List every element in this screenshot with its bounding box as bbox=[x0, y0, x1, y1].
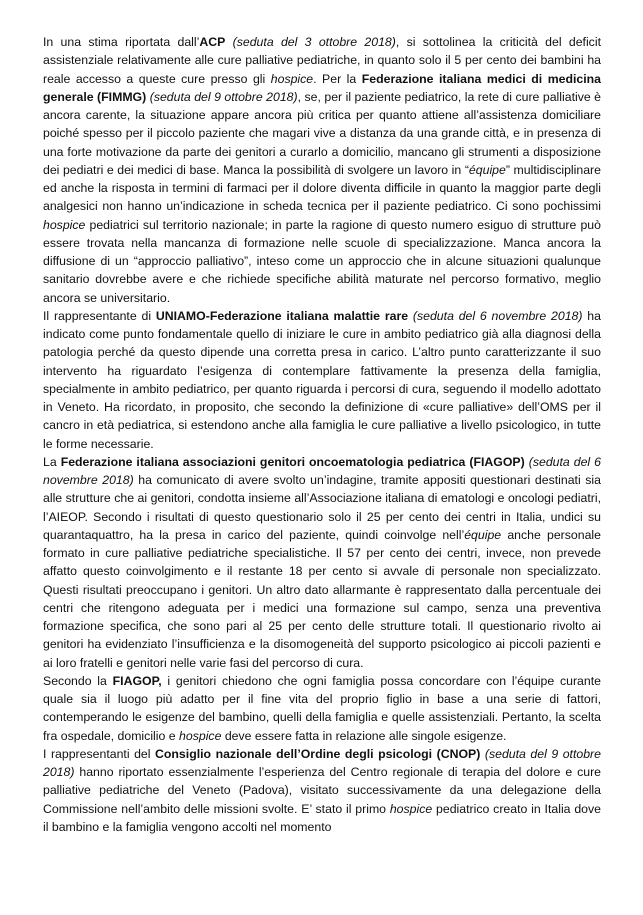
text-run: i genitori chiedono che ogni famiglia possa concordare con l’équipe curante quale sia il luogo più adatto per il fine vita del proprio figlio in base a una serie di fattori, contemperando le esigenze del bambino, quelli della famiglia e quelle assistenziali. Pertanto, la scelta fra ospedale, domicilio e bbox=[43, 673, 601, 743]
text-run: La bbox=[43, 454, 61, 469]
italic-run: (seduta del 3 ottobre 2018) bbox=[232, 35, 396, 49]
paragraph-cnop bbox=[43, 745, 601, 836]
italic-run: (seduta del 6 novembre 2018) bbox=[43, 454, 601, 487]
text-run: pediatrico creato in Italia dove il bambino e la famiglia vengono accolti nel momento bbox=[43, 801, 601, 834]
text-run: Secondo la bbox=[43, 673, 113, 688]
text-run: ha comunicato di avere svolto un’indagine, tramite appositi questionari destinati sia alle strutture che ai genitori, condotta insieme all’Associazione italiana di ematologi e oncologi pediatri, l’AIEOP. Secondo i risultati di questo questionario solo il 25 per cento dei centri in Italia, undici su quarantaquattro, ha la presa in carico del paziente, quindi coinvolge nell’ bbox=[43, 473, 601, 542]
italic-run: hospice bbox=[389, 801, 433, 816]
text-run: anche personale formato in cure palliative pediatriche specialistiche. Il 57 per cento dei centri, invece, non prevede affatto questo coinvolgimento e il restante 18 per cento si avvale di personale non specializzato. Questi risultati preoccupano i genitori. Un altro dato allarmante è rappresentato dalla percentuale dei centri che ritengono adeguata per i medici una formazione sul campo, senza una preventiva formazione specifica, che sono pari al 25 per cento delle strutture totali. Il questionario rivolto ai genitori ha evidenziato l’insufficienza e la disomogeneità del supporto psicologico ai piccoli pazienti e ai loro fratelli e genitori nelle varie fasi del percorso di cura. bbox=[43, 527, 601, 670]
italic-run: hospice bbox=[179, 728, 222, 743]
text-run: pediatrici sul territorio nazionale; in parte la ragione di questo numero esiguo di strutture può essere trovata nella mancanza di formazione nelle scuole di specializzazione. Manca ancora la diffusione di un “approccio palliativo”, inteso come un approccio che in alcune situazioni qualunque sanitario dovrebbe avere e che richiede specifiche abilità maturate nel percorso formativo, meglio ancora se universitario. bbox=[43, 217, 601, 305]
bold-run: Federazione italiana associazioni genitori oncoematologia pediatrica (FIAGOP) bbox=[60, 454, 525, 469]
text-run: , si sottolinea la criticità del deficit assistenziale relativamente alle cure palliative pediatriche, in quanto solo il 5 per cento dei bambini ha reale accesso a queste cure presso gli bbox=[43, 35, 601, 86]
text-run: hanno riportato essenzialmente l’esperienza del Centro regionale di terapia del dolore e cure palliative pediatriche del Veneto (Padova), visitato successivamente da una delegazione della Commissione nell’ambito delle missioni svolte. E’ stato il primo bbox=[43, 765, 601, 816]
text-run bbox=[225, 35, 232, 49]
text-run: , se, per il paziente pediatrico, la rete di cure palliative è ancora carente, la situazione appare ancora più critica per quanto attiene all’assistenza domiciliare poiché spesso per il piccolo paziente che magari vive a distanza da una grande città, e in presenza di una forte motivazione da parte dei genitori a curarlo a domicilio, mancano gli strumenti a disposizione dei pediatri e dei medici di base. Manca la possibilità di svolgere un lavoro in “ bbox=[43, 89, 602, 177]
italic-run: hospice bbox=[43, 217, 86, 232]
text-run: ” multidisciplinare ed anche la risposta in termini di farmaci per il dolore diventa difficile in quanto la maggior parte degli analgesici non hanno un’indicazione in scheda tecnica per il paziente pediatrico. Ci sono pochissimi bbox=[43, 162, 601, 214]
italic-run: équipe bbox=[468, 162, 506, 177]
bold-run: FIAGOP, bbox=[112, 673, 162, 688]
text-run: Il rappresentante di bbox=[43, 308, 156, 323]
italic-run: (seduta del 9 ottobre 2018) bbox=[43, 746, 601, 779]
document-page bbox=[43, 33, 601, 836]
text-run: . Per la bbox=[313, 71, 362, 86]
bold-run: Consiglio nazionale dell’Ordine degli psicologi (CNOP) bbox=[155, 746, 481, 761]
bold-run: ACP bbox=[199, 35, 226, 49]
italic-run: (seduta del 9 ottobre 2018) bbox=[149, 89, 298, 104]
text-run: In una stima riportata dall’ bbox=[43, 35, 200, 49]
paragraph-acp-fimmg bbox=[43, 33, 601, 307]
paragraph-fiagop-survey bbox=[43, 453, 601, 672]
text-run: I rappresentanti del bbox=[43, 746, 156, 761]
bold-run: Federazione italiana medici di medicina generale (FIMMG) bbox=[43, 71, 602, 104]
text-run: deve essere fatta in relazione alle singole esigenze. bbox=[221, 728, 507, 743]
italic-run: hospice bbox=[270, 71, 314, 86]
text-run: ha indicato come punto fondamentale quello di iniziare le cure in ambito pediatrico già alla diagnosi della patologia perché da questo dipende una corretta presa in carico. L’altro punto caratterizzante il suo intervento ha riguardato l’esigenza di contemplare fattivamente la presenza della famiglia, specialmente in ambito pediatrico, per quanto riguarda i percorsi di cura, seguendo il modello adottato in Veneto. Ha ricordato, in proposito, che secondo la definizione di «cure palliative» dell’OMS per il cancro in età pediatrica, si estendono anche alla famiglia le cure palliative a livello psicologico, in tutte le forme necessarie. bbox=[43, 308, 601, 451]
italic-run: (seduta del 6 novembre 2018) bbox=[412, 308, 583, 323]
italic-run: équipe bbox=[464, 527, 502, 542]
bold-run: UNIAMO-Federazione italiana malattie rare bbox=[155, 308, 409, 323]
paragraph-fiagop-families bbox=[43, 672, 601, 745]
paragraph-uniamo bbox=[43, 307, 601, 453]
